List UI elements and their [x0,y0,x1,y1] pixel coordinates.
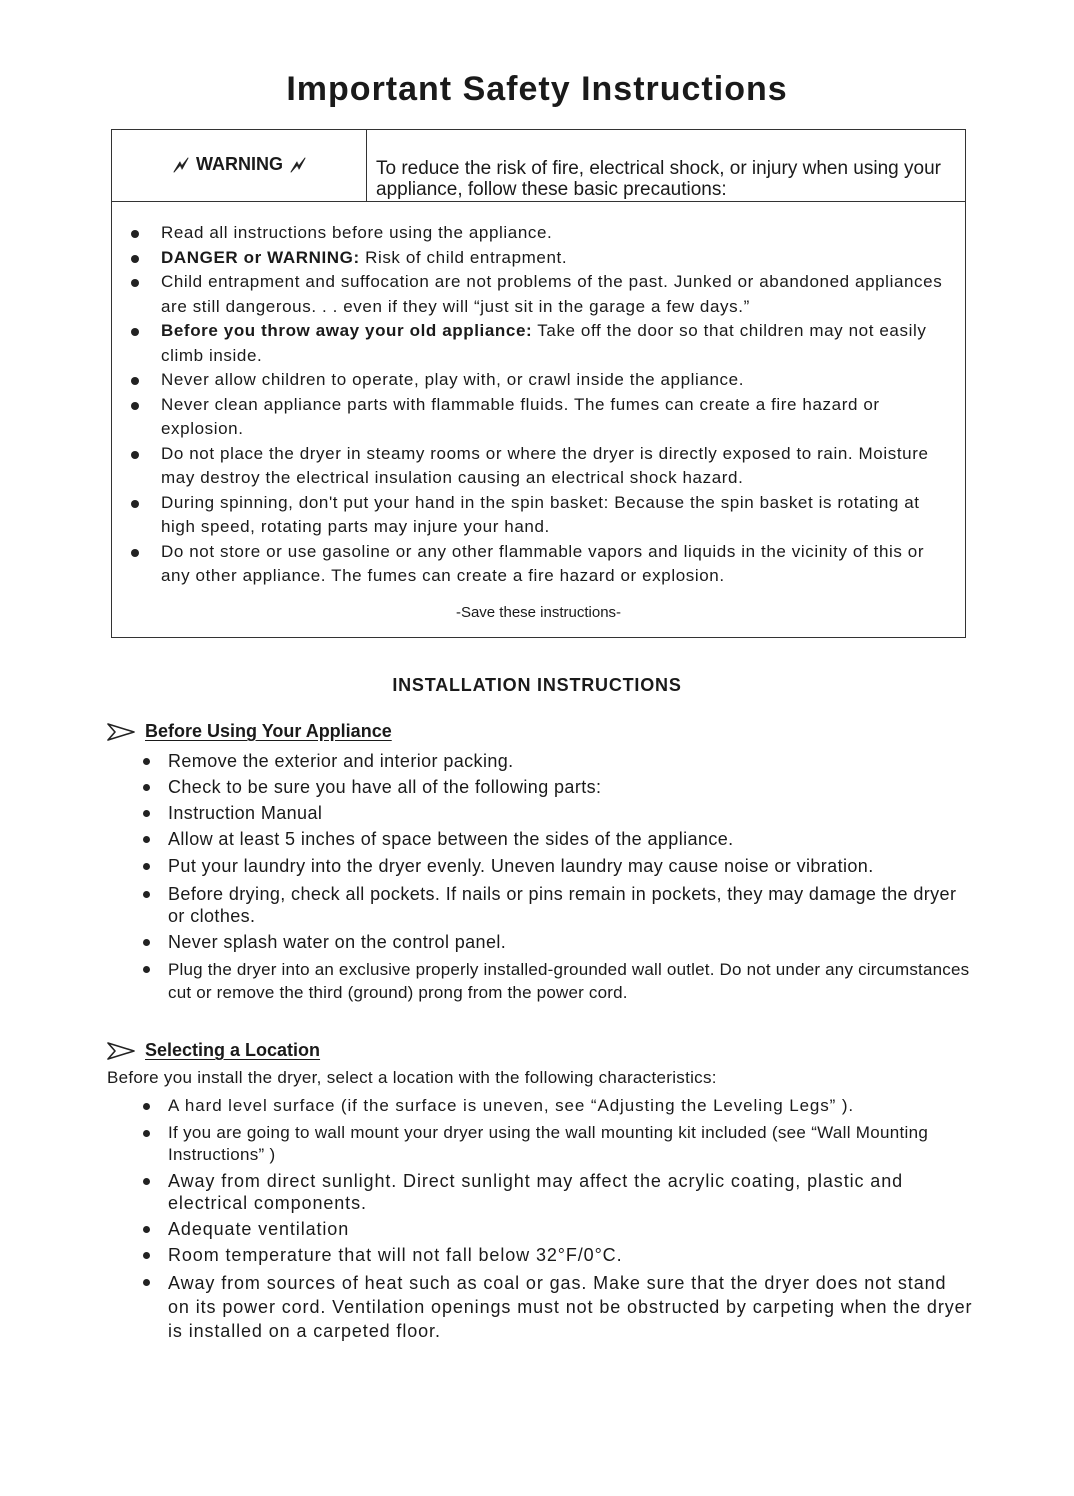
list-item: Away from sources of heat such as coal or gas. Make sure that the dryer does not stand on its power cord. Ventilation openings must not be obstructed by carpeting when the dryer is installed on a carpeted floor. [168,1273,973,1341]
list-item: Read all instructions before using the appliance. [112,221,965,246]
arrow-icon [107,1041,135,1061]
list-item: Allow at least 5 inches of space between the sides of the appliance. [168,828,974,850]
before-using-list [168,750,974,1004]
location-list [168,1095,974,1343]
list-item: Do not place the dryer in steamy rooms or where the dryer is directly exposed to rain. Moisture may destroy the electrical insulation causing an electrical shock hazard. [112,442,965,491]
page-title: Important Safety Instructions [286,70,788,108]
list-item: Remove the exterior and interior packing. [168,750,974,772]
before-using-heading: Before Using Your Appliance [107,721,392,742]
list-item: Plug the dryer into an exclusive properly installed-grounded wall outlet. Do not under any circumstances cut or remove the third (ground) prong from the power cord. [168,958,974,1004]
safety-box [111,129,966,638]
warning-cell [112,130,367,201]
list-item: During spinning, don't put your hand in the spin basket: Because the spin basket is rotating at high speed, rotating parts may injure your hand. [112,491,965,540]
list-item: Before drying, check all pockets. If nails or pins remain in pockets, they may damage the dryer or clothes. [168,883,974,927]
list-item: DANGER or WARNING: Risk of child entrapment. [112,246,965,271]
safety-list [112,221,965,589]
location-intro: Before you install the dryer, select a location with the following characteristics: [107,1068,717,1087]
list-item: Before you throw away your old appliance: Take off the door so that children may not easily climb inside. [112,319,965,368]
save-instructions-note: -Save these instructions- [455,604,622,621]
precaution-text: To reduce the risk of fire, electrical shock, or injury when using your appliance, follow these basic precautions: [376,158,941,200]
list-item: Never allow children to operate, play with, or crawl inside the appliance. [112,368,965,393]
lightning-icon [289,156,307,174]
list-item: Away from direct sunlight. Direct sunlight may affect the acrylic coating, plastic and electrical components. [168,1170,974,1214]
safety-box-header [112,130,965,202]
list-item: Do not store or use gasoline or any other flammable vapors and liquids in the vicinity of this or any other appliance. The fumes can create a fire hazard or explosion. [112,540,965,589]
list-item: Put your laundry into the dryer evenly. Uneven laundry may cause noise or vibration. [168,855,974,877]
list-item: Never clean appliance parts with flammable fluids. The fumes can create a fire hazard or explosion. [112,393,965,442]
list-item: A hard level surface (if the surface is uneven, see “Adjusting the Leveling Legs” ). [168,1095,974,1117]
list-item: Check to be sure you have all of the following parts: [168,776,974,798]
arrow-icon [107,722,135,742]
list-item: Never splash water on the control panel. [168,931,974,953]
warning-text: WARNING [196,154,283,174]
warning-label [172,154,307,175]
selecting-location-heading: Selecting a Location [107,1040,320,1061]
lightning-icon [172,156,190,174]
list-item: Adequate ventilation [168,1218,974,1240]
installation-heading: INSTALLATION INSTRUCTIONS [392,675,682,695]
list-item: If you are going to wall mount your dryer using the wall mounting kit included (see “Wall Mounting Instructions” ) [168,1122,974,1166]
list-item: Room temperature that will not fall below 32°F/0°C. [168,1244,974,1266]
list-item: Child entrapment and suffocation are not problems of the past. Junked or abandoned appliances are still dangerous. . . even if they will “just sit in the garage a few days.” [112,270,965,319]
list-item: Instruction Manual [168,802,974,824]
